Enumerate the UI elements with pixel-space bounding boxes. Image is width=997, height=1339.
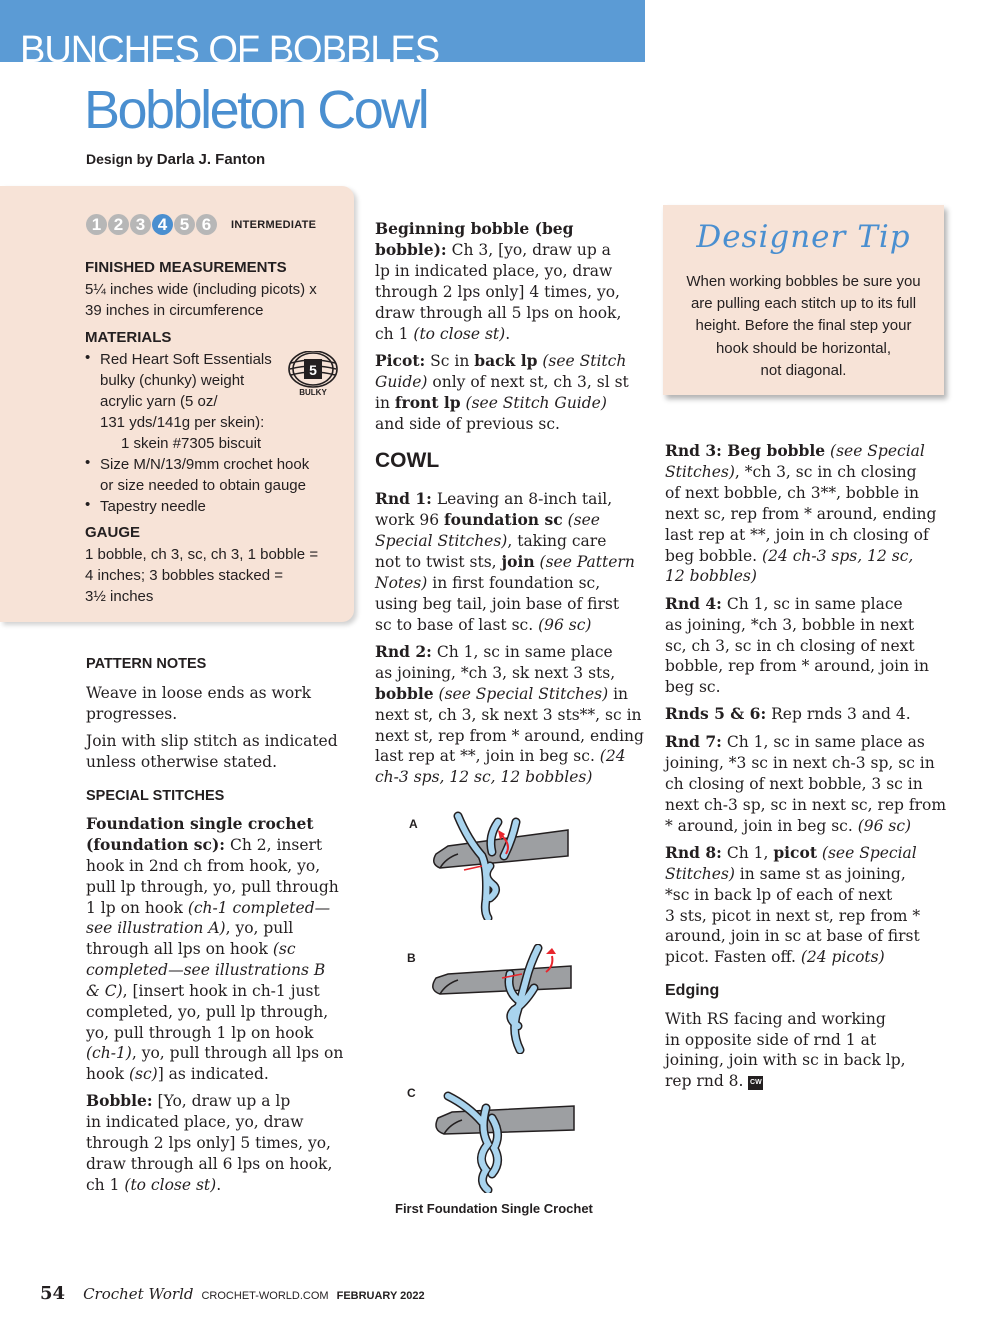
stitch-text: lp in indicated place, yo, draw (375, 262, 613, 280)
round-text: next sc, rep from * around, ending (665, 505, 937, 523)
section-banner (0, 0, 645, 62)
issue-date: FEBRUARY 2022 (336, 1290, 425, 1302)
material-line: Tapestry needle (100, 498, 206, 515)
stitch-text: and side of previous sc. (375, 415, 560, 433)
cowl-heading: COWL (375, 449, 440, 472)
round-text: sc, ch 3, sc in ch closing of next (665, 637, 915, 655)
gauge-line: 1 bobble, ch 3, sc, ch 3, 1 bobble = (85, 546, 319, 563)
skill-level-3-icon: 3 (130, 214, 151, 235)
round-text: Special Stitches), taking care (375, 532, 607, 550)
gauge-line: 3½ inches (85, 588, 154, 605)
round-text: 3 sts, picot in next st, rep from * (665, 907, 921, 925)
illustration-caption: First Foundation Single Crochet (395, 1201, 593, 1216)
finished-measurements-heading: FINISHED MEASUREMENTS (85, 259, 287, 276)
illustration-label-b: B (407, 951, 416, 965)
stitch-text: in indicated place, yo, draw (86, 1113, 304, 1131)
stitch-text: Beginning bobble (beg (375, 219, 574, 238)
stitch-text: 1 lp on hook (ch-1 completed— (86, 899, 331, 917)
round-text: around, join in sc at base of first (665, 927, 920, 945)
tip-line: height. Before the final step your (695, 317, 912, 334)
skill-level-label: INTERMEDIATE (231, 218, 317, 231)
skill-level-6-icon: 6 (196, 214, 217, 235)
illustration-label-c: C (407, 1086, 416, 1100)
edging-text: rep rnd 8. CW (665, 1072, 762, 1090)
pattern-notes-heading: PATTERN NOTES (86, 656, 207, 672)
skill-level-5-icon: 5 (174, 214, 195, 235)
stitch-text: Guide) only of next st, ch 3, sl st (375, 373, 629, 391)
measurement-line: 5¼ inches wide (including picots) x (85, 281, 317, 298)
skill-level-2-icon: 2 (108, 214, 129, 235)
stitch-text: ch 1 (to close st). (375, 325, 511, 343)
material-line: or size needed to obtain gauge (100, 477, 306, 494)
bullet: • (85, 496, 91, 513)
yarn-weight-number: 5 (309, 362, 317, 378)
round-text: next st, rep from * around, ending (375, 727, 644, 745)
gauge-line: 4 inches; 3 bobbles stacked = (85, 567, 284, 584)
material-line: Red Heart Soft Essentials (100, 351, 272, 368)
tip-line: When working bobbles be sure you (686, 273, 921, 290)
tip-line: are pulling each stitch up to its full (690, 295, 917, 312)
skill-level-4-icon: 4 (152, 214, 173, 235)
round-text: last rep at **, join in ch closing of (665, 526, 929, 544)
round-text: ch-3 sps, 12 sc, 12 bobbles) (375, 768, 593, 786)
stitch-text: & C), [insert hook in ch-1 just (86, 982, 320, 1000)
stitch-text: ch 1 (to close st). (86, 1176, 222, 1194)
round-text: as joining, *ch 3, sk next 3 sts, (375, 664, 616, 682)
stitch-text: (ch-1), yo, pull through all lps on (86, 1044, 344, 1062)
yarn-weight-icon (287, 351, 339, 397)
page-number: 54 (40, 1283, 66, 1304)
banner-text: BUNCHES OF BOBBLES (20, 29, 440, 62)
material-line: 131 yds/141g per skein): (100, 414, 265, 431)
illustration-a (428, 810, 573, 920)
round-text: bobble, rep from * around, join in (665, 657, 929, 675)
yarn-weight-label: BULKY (299, 388, 327, 397)
round-text: joining, *3 sc in next ch-3 sp, sc in (665, 754, 935, 772)
stitch-text: yo, pull through 1 lp on hook (86, 1024, 314, 1042)
round-text: picot. Fasten off. (24 picots) (665, 948, 885, 966)
round-text: Rnd 3: Beg bobble (see Special (665, 441, 925, 460)
stitch-text: completed, yo, pull lp through, (86, 1003, 329, 1021)
stitch-text: hook (sc)] as indicated. (86, 1065, 269, 1083)
illustration-label-a: A (409, 817, 418, 831)
special-stitches-heading: SPECIAL STITCHES (86, 788, 225, 804)
round-text: Stitches) in same st as joining, (665, 865, 906, 883)
magazine-url: CROCHET-WORLD.COM (201, 1290, 329, 1302)
note-line: unless otherwise stated. (86, 753, 278, 771)
illustration-c (428, 1078, 578, 1193)
round-text: Rnds 5 & 6: Rep rnds 3 and 4. (665, 704, 911, 723)
measurement-line: 39 inches in circumference (85, 302, 264, 319)
round-text: work 96 foundation sc (see (375, 510, 600, 529)
stitch-text: completed—see illustrations B (86, 961, 326, 979)
edging-heading: Edging (665, 982, 720, 999)
round-text: Rnd 1: Leaving an 8-inch tail, (375, 489, 613, 508)
page-footer (40, 1283, 425, 1304)
designer-tip-title: Designer Tip (696, 219, 911, 255)
edging-text: joining, join with sc in back lp, (665, 1051, 906, 1069)
stitch-text: bobble): Ch 3, [yo, draw up a (375, 240, 611, 259)
round-text: Stitches), *ch 3, sc in ch closing (665, 463, 917, 481)
stitch-text: in front lp (see Stitch Guide) (375, 393, 607, 412)
skill-level-1-icon: 1 (86, 214, 107, 235)
round-text: *sc in back lp of each of next (665, 886, 893, 904)
tip-line: not diagonal. (760, 362, 847, 379)
end-mark-icon: CW (748, 1076, 763, 1090)
round-text: next st, ch 3, sk next 3 sts**, sc in (375, 706, 642, 724)
round-text: 12 bobbles) (665, 567, 757, 585)
stitch-text: draw through all 5 lps on hook, (375, 304, 622, 322)
stitch-text: see illustration A), yo, pull (86, 919, 294, 937)
edging-text: in opposite side of rnd 1 at (665, 1031, 877, 1049)
round-text: next ch-3 sp, sc in next sc, rep from (665, 796, 947, 814)
round-text: beg sc. (665, 678, 721, 696)
material-line: 1 skein #7305 biscuit (121, 435, 262, 452)
note-line: Join with slip stitch as indicated (86, 732, 338, 750)
note-line: Weave in loose ends as work (86, 684, 311, 702)
round-text: bobble (see Special Stitches) in (375, 684, 629, 703)
skill-level-row (86, 214, 316, 235)
round-text: Rnd 8: Ch 1, picot (see Special (665, 843, 917, 862)
round-text: * around, join in beg sc. (96 sc) (665, 817, 912, 835)
stitch-text: Bobble: [Yo, draw up a lp (86, 1091, 291, 1110)
gauge-heading: GAUGE (85, 524, 141, 541)
stitch-text: hook in 2nd ch from hook, yo, (86, 857, 321, 875)
designer-tip-box (663, 205, 944, 395)
edging-text: With RS facing and working (665, 1010, 886, 1028)
material-line: Size M/N/13/9mm crochet hook (100, 456, 310, 473)
stitch-text: Foundation single crochet (86, 814, 314, 833)
round-text: using beg tail, join base of first (375, 595, 620, 613)
round-text: ch closing of next bobble, 3 sc in (665, 775, 923, 793)
bullet: • (85, 349, 91, 366)
round-text: sc to base of last sc. (96 sc) (375, 616, 592, 634)
stitch-text: through 2 lps only] 5 times, yo, (86, 1134, 331, 1152)
stitch-text: through 2 lps only] 4 times, yo, (375, 283, 620, 301)
design-by-label: Design by (86, 151, 153, 167)
note-line: progresses. (86, 705, 178, 723)
stitch-text: Picot: Sc in back lp (see Stitch (375, 351, 627, 370)
designer-name: Darla J. Fanton (156, 151, 266, 168)
stitch-text: (foundation sc): Ch 2, insert (86, 835, 323, 854)
stitch-text: pull lp through, yo, pull through (86, 878, 339, 896)
round-text: beg bobble. (24 ch-3 sps, 12 sc, (665, 547, 914, 565)
material-line: bulky (chunky) weight (100, 372, 245, 389)
round-text: Rnd 7: Ch 1, sc in same place as (665, 732, 925, 751)
round-text: Notes) in first foundation sc, (375, 574, 601, 592)
round-text: as joining, *ch 3, bobble in next (665, 616, 915, 634)
illustration-b (426, 944, 576, 1054)
round-text: Rnd 4: Ch 1, sc in same place (665, 594, 903, 613)
round-text: of next bobble, ch 3**, bobble in (665, 484, 920, 502)
material-line: acrylic yarn (5 oz/ (100, 393, 218, 410)
materials-heading: MATERIALS (85, 329, 172, 346)
tip-line: hook should be horizontal, (715, 340, 892, 357)
round-text: last rep at **, join in beg sc. (24 (375, 747, 626, 765)
bullet: • (85, 454, 91, 471)
round-text: not to twist sts, join (see Pattern (375, 552, 635, 571)
magazine-name: Crochet World (83, 1285, 194, 1303)
pattern-title: Bobbleton Cowl (84, 80, 428, 140)
byline (86, 151, 265, 168)
round-text: Rnd 2: Ch 1, sc in same place (375, 642, 613, 661)
stitch-text: through all lps on hook (sc (86, 940, 296, 958)
stitch-text: draw through all 6 lps on hook, (86, 1155, 333, 1173)
